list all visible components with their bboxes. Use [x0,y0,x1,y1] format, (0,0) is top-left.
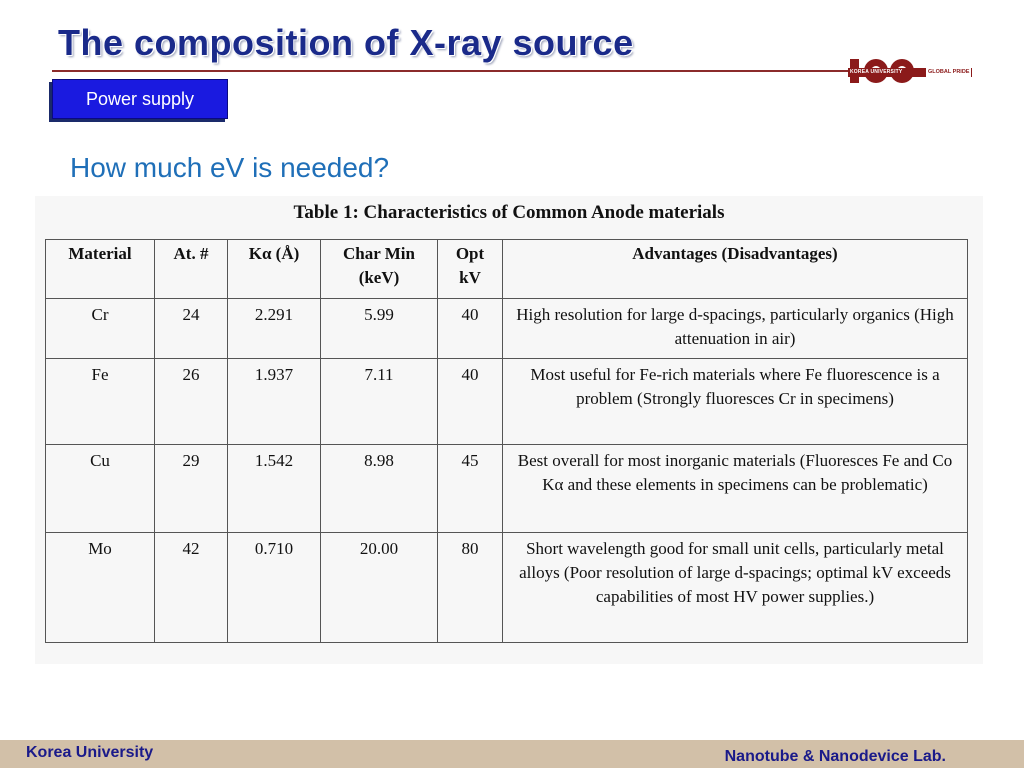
cell-opt-kv: 40 [438,299,503,359]
section-tag-label: Power supply [85,89,195,109]
table-row [46,533,968,643]
header-atomic-number: At. # [155,240,228,299]
cell-k-alpha: 2.291 [228,299,321,359]
cell-atomic-number: 42 [155,533,228,643]
header-k-alpha: Kα (Å) [228,240,321,299]
header-opt-kv: Opt kV [438,240,503,299]
korea-university-100-logo [848,56,978,88]
cell-char-min: 8.98 [321,445,438,533]
cell-char-min: 7.11 [321,359,438,445]
cell-material: Cu [46,445,155,533]
cell-advantages: High resolution for large d-spacings, particularly organics (High attenuation in air) [503,299,968,359]
header-advantages: Advantages (Disadvantages) [503,240,968,299]
logo-tagline: GLOBAL PRIDE [928,69,970,75]
cell-opt-kv: 80 [438,533,503,643]
section-tag [52,79,228,119]
anode-table-figure [35,196,983,664]
title-divider [52,70,852,72]
cell-material: Cr [46,299,155,359]
header-material: Material [46,240,155,299]
footer-right-text: Nanotube & Nanodevice Lab. [724,748,946,765]
slide-title: The composition of X-ray source [58,22,634,63]
cell-advantages: Best overall for most inorganic materials (Fluoresces Fe and Co Kα and these elements in specimens can be problematic) [503,445,968,533]
question-heading: How much eV is needed? [70,152,390,183]
cell-advantages: Most useful for Fe-rich materials where Fe fluorescence is a problem (Strongly fluoresces Cr in specimens) [503,359,968,445]
cell-k-alpha: 0.710 [228,533,321,643]
cell-atomic-number: 26 [155,359,228,445]
cell-opt-kv: 45 [438,445,503,533]
table-row [46,445,968,533]
cell-char-min: 5.99 [321,299,438,359]
footer-left-text: Korea University [26,744,154,761]
cell-char-min: 20.00 [321,533,438,643]
cell-material: Mo [46,533,155,643]
logo-band-text: KOREA UNIVERSITY [850,69,903,75]
cell-atomic-number: 24 [155,299,228,359]
cell-atomic-number: 29 [155,445,228,533]
cell-material: Fe [46,359,155,445]
cell-advantages: Short wavelength good for small unit cells, particularly metal alloys (Poor resolution of large d-spacings; optimal kV exceeds capabilities of most HV power supplies.) [503,533,968,643]
anode-materials-table [45,239,968,643]
table-row [46,299,968,359]
table-caption: Table 1: Characteristics of Common Anode materials [293,202,725,223]
table-row [46,359,968,445]
cell-k-alpha: 1.937 [228,359,321,445]
table-header-row [46,240,968,299]
footer-bar [0,740,1024,768]
header-char-min: Char Min (keV) [321,240,438,299]
cell-k-alpha: 1.542 [228,445,321,533]
cell-opt-kv: 40 [438,359,503,445]
